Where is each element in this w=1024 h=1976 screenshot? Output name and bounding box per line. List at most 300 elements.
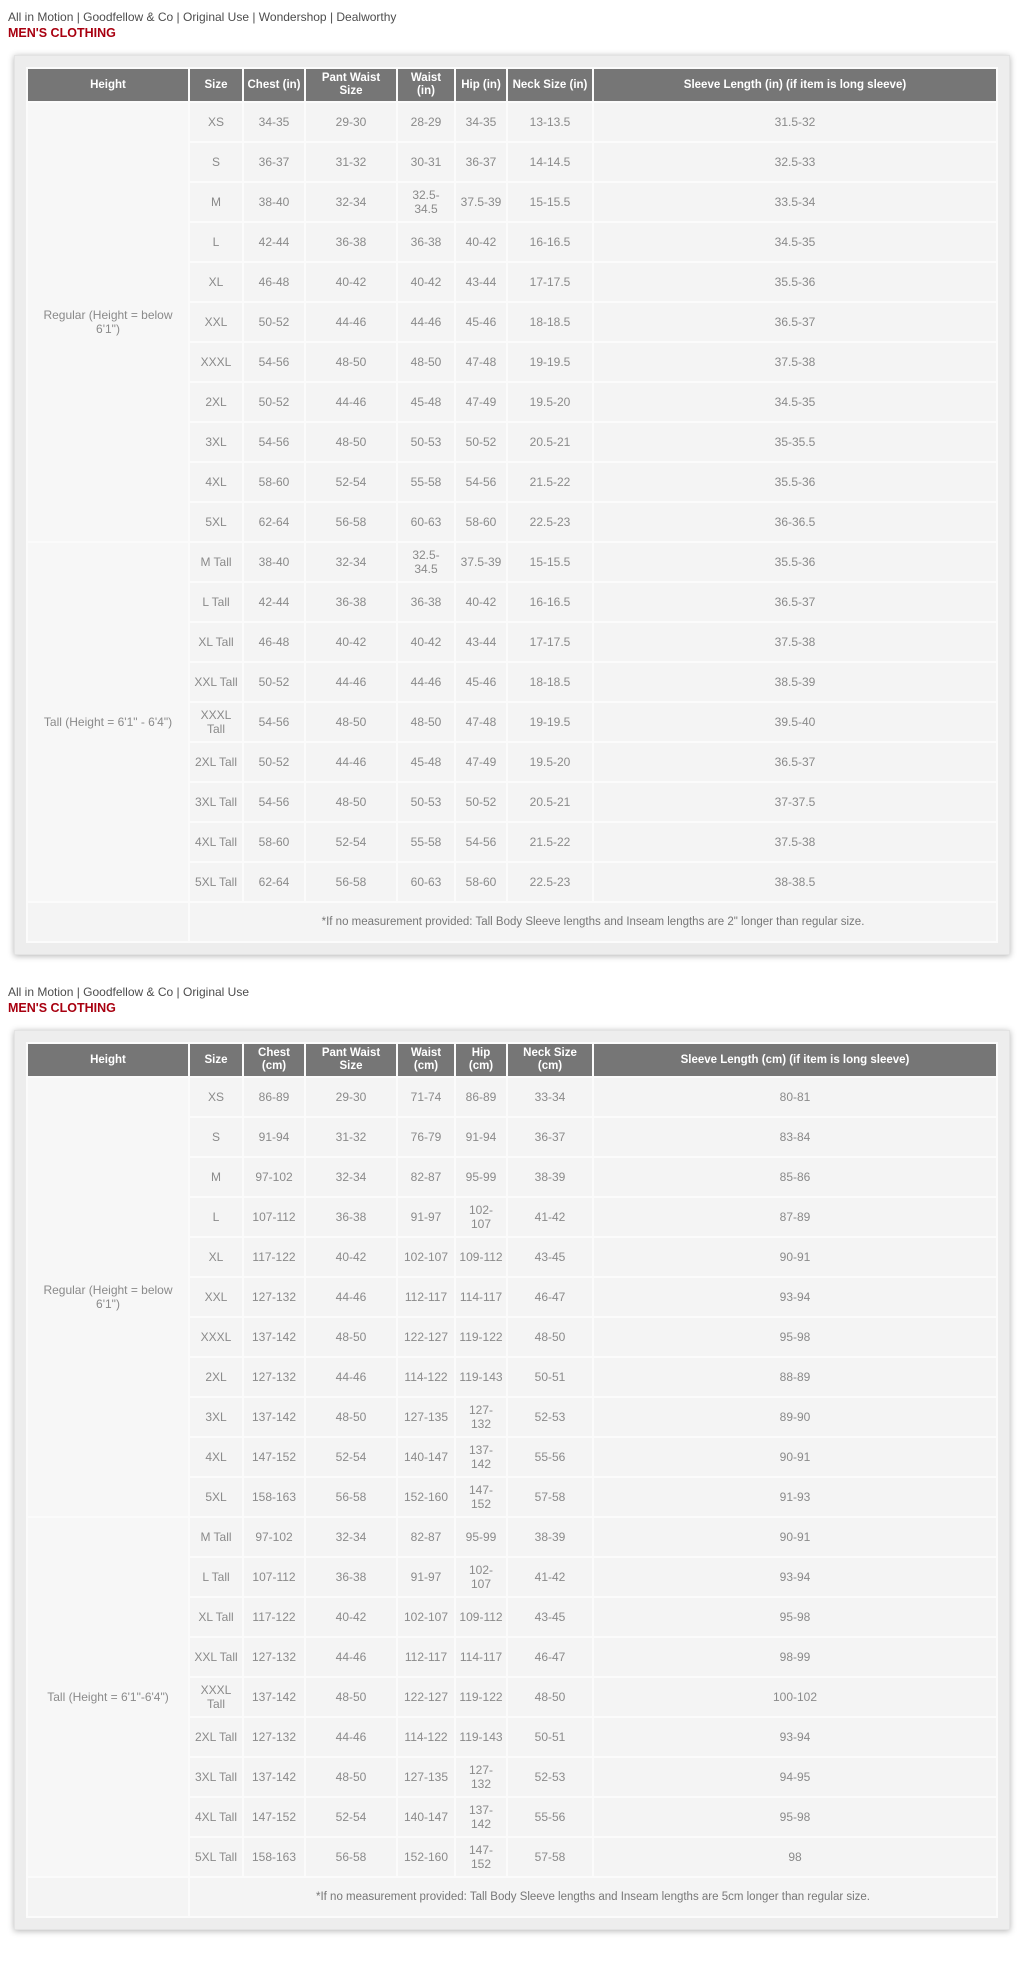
pant_waist-cell: 36-38	[306, 1198, 396, 1236]
size-cell: 3XL	[190, 423, 242, 461]
pant_waist-cell: 40-42	[306, 623, 396, 661]
pant_waist-cell: 32-34	[306, 1158, 396, 1196]
column-header: Pant Waist Size	[306, 69, 396, 101]
neck-cell: 22.5-23	[508, 863, 592, 901]
waist-cell: 112-117	[398, 1278, 454, 1316]
waist-cell: 122-127	[398, 1678, 454, 1716]
waist-cell: 140-147	[398, 1438, 454, 1476]
size-cell: XXXL	[190, 343, 242, 381]
hip-cell: 54-56	[456, 463, 506, 501]
size-table-inches	[26, 67, 998, 943]
hip-cell: 127-132	[456, 1398, 506, 1436]
pant_waist-cell: 56-58	[306, 863, 396, 901]
size-cell: L	[190, 223, 242, 261]
waist-cell: 60-63	[398, 503, 454, 541]
hip-cell: 86-89	[456, 1078, 506, 1116]
column-header: Neck Size (cm)	[508, 1044, 592, 1076]
hip-cell: 114-117	[456, 1638, 506, 1676]
size-cell: XXL Tall	[190, 663, 242, 701]
column-header: Waist (in)	[398, 69, 454, 101]
size-cell: XXL	[190, 303, 242, 341]
hip-cell: 137-142	[456, 1798, 506, 1836]
hip-cell: 95-99	[456, 1158, 506, 1196]
chest-cell: 107-112	[244, 1558, 304, 1596]
chest-cell: 42-44	[244, 223, 304, 261]
waist-cell: 55-58	[398, 823, 454, 861]
neck-cell: 43-45	[508, 1238, 592, 1276]
neck-cell: 48-50	[508, 1678, 592, 1716]
waist-cell: 28-29	[398, 103, 454, 141]
chest-cell: 127-132	[244, 1278, 304, 1316]
size-cell: XXXL Tall	[190, 1678, 242, 1716]
hip-cell: 119-143	[456, 1358, 506, 1396]
hip-cell: 119-122	[456, 1318, 506, 1356]
chest-cell: 137-142	[244, 1398, 304, 1436]
size-cell: 2XL Tall	[190, 743, 242, 781]
waist-cell: 127-135	[398, 1398, 454, 1436]
pant_waist-cell: 40-42	[306, 1598, 396, 1636]
pant_waist-cell: 44-46	[306, 383, 396, 421]
pant_waist-cell: 44-46	[306, 743, 396, 781]
sleeve-cell: 90-91	[594, 1238, 996, 1276]
size-cell: S	[190, 143, 242, 181]
pant_waist-cell: 44-46	[306, 303, 396, 341]
sleeve-cell: 91-93	[594, 1478, 996, 1516]
sleeve-cell: 36.5-37	[594, 303, 996, 341]
pant_waist-cell: 40-42	[306, 263, 396, 301]
chest-cell: 46-48	[244, 623, 304, 661]
size-cell: 2XL	[190, 1358, 242, 1396]
waist-cell: 50-53	[398, 783, 454, 821]
hip-cell: 45-46	[456, 303, 506, 341]
hip-cell: 43-44	[456, 623, 506, 661]
waist-cell: 40-42	[398, 263, 454, 301]
size-cell: XL Tall	[190, 623, 242, 661]
chest-cell: 54-56	[244, 343, 304, 381]
chest-cell: 127-132	[244, 1718, 304, 1756]
size-cell: 5XL	[190, 1478, 242, 1516]
hip-cell: 40-42	[456, 583, 506, 621]
waist-cell: 50-53	[398, 423, 454, 461]
hip-cell: 102-107	[456, 1198, 506, 1236]
sleeve-cell: 36.5-37	[594, 743, 996, 781]
size-cell: S	[190, 1118, 242, 1156]
chest-cell: 62-64	[244, 863, 304, 901]
column-header: Sleeve Length (in) (if item is long sleeve)	[594, 69, 996, 101]
waist-cell: 40-42	[398, 623, 454, 661]
column-header: Neck Size (in)	[508, 69, 592, 101]
hip-cell: 137-142	[456, 1438, 506, 1476]
neck-cell: 38-39	[508, 1158, 592, 1196]
pant_waist-cell: 56-58	[306, 1478, 396, 1516]
neck-cell: 52-53	[508, 1758, 592, 1796]
neck-cell: 50-51	[508, 1358, 592, 1396]
hip-cell: 95-99	[456, 1518, 506, 1556]
chest-cell: 137-142	[244, 1678, 304, 1716]
waist-cell: 140-147	[398, 1798, 454, 1836]
hip-cell: 109-112	[456, 1238, 506, 1276]
size-cell: 5XL Tall	[190, 1838, 242, 1876]
table-row	[28, 1518, 996, 1556]
size-cell: L	[190, 1198, 242, 1236]
neck-cell: 13-13.5	[508, 103, 592, 141]
sleeve-cell: 93-94	[594, 1278, 996, 1316]
hip-cell: 47-48	[456, 703, 506, 741]
pant_waist-cell: 52-54	[306, 1438, 396, 1476]
neck-cell: 19-19.5	[508, 703, 592, 741]
column-header: Chest (in)	[244, 69, 304, 101]
pant_waist-cell: 32-34	[306, 183, 396, 221]
size-cell: XXXL	[190, 1318, 242, 1356]
waist-cell: 36-38	[398, 223, 454, 261]
waist-cell: 76-79	[398, 1118, 454, 1156]
column-header: Hip (cm)	[456, 1044, 506, 1076]
chest-cell: 58-60	[244, 823, 304, 861]
sleeve-cell: 35.5-36	[594, 463, 996, 501]
height-group-cell: Regular (Height = below 6'1")	[28, 1078, 188, 1516]
size-cell: 4XL Tall	[190, 1798, 242, 1836]
pant_waist-cell: 44-46	[306, 663, 396, 701]
pant_waist-cell: 52-54	[306, 1798, 396, 1836]
hip-cell: 50-52	[456, 783, 506, 821]
column-header: Waist (cm)	[398, 1044, 454, 1076]
waist-cell: 114-122	[398, 1358, 454, 1396]
hip-cell: 37.5-39	[456, 543, 506, 581]
table-row	[28, 1078, 996, 1116]
neck-cell: 15-15.5	[508, 183, 592, 221]
neck-cell: 43-45	[508, 1598, 592, 1636]
neck-cell: 17-17.5	[508, 263, 592, 301]
sleeve-cell: 37.5-38	[594, 623, 996, 661]
category-title: MEN'S CLOTHING	[8, 26, 116, 40]
column-header: Pant Waist Size	[306, 1044, 396, 1076]
chest-cell: 147-152	[244, 1798, 304, 1836]
chest-cell: 86-89	[244, 1078, 304, 1116]
size-cell: XS	[190, 1078, 242, 1116]
pant_waist-cell: 36-38	[306, 583, 396, 621]
waist-cell: 82-87	[398, 1158, 454, 1196]
sleeve-cell: 37.5-38	[594, 343, 996, 381]
hip-cell: 147-152	[456, 1478, 506, 1516]
chest-cell: 117-122	[244, 1238, 304, 1276]
sleeve-cell: 98-99	[594, 1638, 996, 1676]
neck-cell: 19.5-20	[508, 743, 592, 781]
waist-cell: 152-160	[398, 1478, 454, 1516]
pant_waist-cell: 48-50	[306, 783, 396, 821]
sleeve-cell: 85-86	[594, 1158, 996, 1196]
waist-cell: 152-160	[398, 1838, 454, 1876]
size-cell: 4XL	[190, 463, 242, 501]
neck-cell: 17-17.5	[508, 623, 592, 661]
pant_waist-cell: 29-30	[306, 1078, 396, 1116]
waist-cell: 45-48	[398, 383, 454, 421]
waist-cell: 91-97	[398, 1558, 454, 1596]
sleeve-cell: 38.5-39	[594, 663, 996, 701]
sleeve-cell: 31.5-32	[594, 103, 996, 141]
chest-cell: 127-132	[244, 1358, 304, 1396]
pant_waist-cell: 48-50	[306, 1398, 396, 1436]
chest-cell: 34-35	[244, 103, 304, 141]
neck-cell: 48-50	[508, 1318, 592, 1356]
sleeve-cell: 34.5-35	[594, 223, 996, 261]
neck-cell: 55-56	[508, 1798, 592, 1836]
waist-cell: 48-50	[398, 343, 454, 381]
sleeve-cell: 34.5-35	[594, 383, 996, 421]
neck-cell: 57-58	[508, 1838, 592, 1876]
size-table-cm	[26, 1042, 998, 1918]
chest-cell: 107-112	[244, 1198, 304, 1236]
size-cell: 2XL Tall	[190, 1718, 242, 1756]
waist-cell: 44-46	[398, 663, 454, 701]
sleeve-cell: 90-91	[594, 1438, 996, 1476]
waist-cell: 91-97	[398, 1198, 454, 1236]
size-cell: 3XL	[190, 1398, 242, 1436]
hip-cell: 36-37	[456, 143, 506, 181]
sleeve-cell: 95-98	[594, 1318, 996, 1356]
neck-cell: 50-51	[508, 1718, 592, 1756]
waist-cell: 82-87	[398, 1518, 454, 1556]
pant_waist-cell: 48-50	[306, 1758, 396, 1796]
chest-cell: 38-40	[244, 543, 304, 581]
size-cell: M	[190, 183, 242, 221]
neck-cell: 18-18.5	[508, 663, 592, 701]
sleeve-cell: 95-98	[594, 1598, 996, 1636]
height-group-cell: Tall (Height = 6'1"-6'4")	[28, 1518, 188, 1876]
column-header: Size	[190, 69, 242, 101]
neck-cell: 36-37	[508, 1118, 592, 1156]
chest-cell: 50-52	[244, 743, 304, 781]
size-cell: L Tall	[190, 583, 242, 621]
hip-cell: 47-49	[456, 383, 506, 421]
hip-cell: 45-46	[456, 663, 506, 701]
sleeve-cell: 89-90	[594, 1398, 996, 1436]
sleeve-cell: 35.5-36	[594, 543, 996, 581]
chest-cell: 54-56	[244, 423, 304, 461]
column-header: Sleeve Length (cm) (if item is long sleeve)	[594, 1044, 996, 1076]
pant_waist-cell: 31-32	[306, 143, 396, 181]
sleeve-cell: 36.5-37	[594, 583, 996, 621]
chest-cell: 127-132	[244, 1638, 304, 1676]
neck-cell: 46-47	[508, 1638, 592, 1676]
size-cell: L Tall	[190, 1558, 242, 1596]
neck-cell: 22.5-23	[508, 503, 592, 541]
neck-cell: 21.5-22	[508, 463, 592, 501]
waist-cell: 112-117	[398, 1638, 454, 1676]
hip-cell: 58-60	[456, 863, 506, 901]
chest-cell: 46-48	[244, 263, 304, 301]
chest-cell: 117-122	[244, 1598, 304, 1636]
chest-cell: 158-163	[244, 1838, 304, 1876]
height-group-cell: Tall (Height = 6'1" - 6'4")	[28, 543, 188, 901]
pant_waist-cell: 44-46	[306, 1358, 396, 1396]
table-row	[28, 103, 996, 141]
waist-cell: 127-135	[398, 1758, 454, 1796]
sleeve-cell: 35.5-36	[594, 263, 996, 301]
inches-table-panel	[14, 55, 1010, 955]
neck-cell: 52-53	[508, 1398, 592, 1436]
pant_waist-cell: 40-42	[306, 1238, 396, 1276]
chest-cell: 54-56	[244, 703, 304, 741]
hip-cell: 50-52	[456, 423, 506, 461]
waist-cell: 30-31	[398, 143, 454, 181]
pant_waist-cell: 56-58	[306, 1838, 396, 1876]
table-footnote: *If no measurement provided: Tall Body Sleeve lengths and Inseam lengths are 2" longer than regular size.	[190, 903, 996, 941]
size-cell: XXL Tall	[190, 1638, 242, 1676]
neck-cell: 16-16.5	[508, 223, 592, 261]
size-cell: M Tall	[190, 1518, 242, 1556]
waist-cell: 36-38	[398, 583, 454, 621]
footnote-row	[28, 903, 996, 941]
chest-cell: 97-102	[244, 1518, 304, 1556]
size-cell: XL	[190, 1238, 242, 1276]
sleeve-cell: 94-95	[594, 1758, 996, 1796]
waist-cell: 102-107	[398, 1238, 454, 1276]
sleeve-cell: 83-84	[594, 1118, 996, 1156]
size-cell: M Tall	[190, 543, 242, 581]
hip-cell: 54-56	[456, 823, 506, 861]
size-cell: 4XL Tall	[190, 823, 242, 861]
waist-cell: 32.5-34.5	[398, 543, 454, 581]
size-cell: 3XL Tall	[190, 1758, 242, 1796]
neck-cell: 16-16.5	[508, 583, 592, 621]
neck-cell: 55-56	[508, 1438, 592, 1476]
hip-cell: 119-122	[456, 1678, 506, 1716]
neck-cell: 15-15.5	[508, 543, 592, 581]
waist-cell: 60-63	[398, 863, 454, 901]
header-row	[28, 1044, 996, 1076]
sleeve-cell: 39.5-40	[594, 703, 996, 741]
hip-cell: 91-94	[456, 1118, 506, 1156]
chest-cell: 58-60	[244, 463, 304, 501]
size-cell: 3XL Tall	[190, 783, 242, 821]
neck-cell: 38-39	[508, 1518, 592, 1556]
sleeve-cell: 100-102	[594, 1678, 996, 1716]
sleeve-cell: 93-94	[594, 1718, 996, 1756]
hip-cell: 119-143	[456, 1718, 506, 1756]
column-header: Hip (in)	[456, 69, 506, 101]
pant_waist-cell: 36-38	[306, 1558, 396, 1596]
chest-cell: 137-142	[244, 1318, 304, 1356]
pant_waist-cell: 36-38	[306, 223, 396, 261]
chest-cell: 50-52	[244, 303, 304, 341]
pant_waist-cell: 29-30	[306, 103, 396, 141]
height-group-cell: Regular (Height = below 6'1")	[28, 103, 188, 541]
sleeve-cell: 98	[594, 1838, 996, 1876]
hip-cell: 40-42	[456, 223, 506, 261]
size-cell: XL	[190, 263, 242, 301]
hip-cell: 37.5-39	[456, 183, 506, 221]
size-cell: XXXL Tall	[190, 703, 242, 741]
size-cell: M	[190, 1158, 242, 1196]
chest-cell: 50-52	[244, 383, 304, 421]
chest-cell: 91-94	[244, 1118, 304, 1156]
column-header: Height	[28, 69, 188, 101]
waist-cell: 55-58	[398, 463, 454, 501]
chest-cell: 97-102	[244, 1158, 304, 1196]
hip-cell: 58-60	[456, 503, 506, 541]
sleeve-cell: 36-36.5	[594, 503, 996, 541]
pant_waist-cell: 48-50	[306, 1318, 396, 1356]
category-title: MEN'S CLOTHING	[8, 1001, 116, 1015]
sleeve-cell: 38-38.5	[594, 863, 996, 901]
column-header: Height	[28, 1044, 188, 1076]
pant_waist-cell: 44-46	[306, 1278, 396, 1316]
pant_waist-cell: 48-50	[306, 703, 396, 741]
waist-cell: 122-127	[398, 1318, 454, 1356]
chest-cell: 147-152	[244, 1438, 304, 1476]
cm-section	[0, 981, 1024, 1930]
size-cell: 5XL Tall	[190, 863, 242, 901]
waist-cell: 45-48	[398, 743, 454, 781]
waist-cell: 114-122	[398, 1718, 454, 1756]
neck-cell: 19.5-20	[508, 383, 592, 421]
hip-cell: 34-35	[456, 103, 506, 141]
neck-cell: 41-42	[508, 1198, 592, 1236]
chest-cell: 158-163	[244, 1478, 304, 1516]
hip-cell: 47-49	[456, 743, 506, 781]
size-cell: 4XL	[190, 1438, 242, 1476]
hip-cell: 102-107	[456, 1558, 506, 1596]
hip-cell: 127-132	[456, 1758, 506, 1796]
cm-table-panel	[14, 1030, 1010, 1930]
brand-list: All in Motion | Goodfellow & Co | Original Use | Wondershop | Dealworthy	[8, 10, 397, 24]
pant_waist-cell: 32-34	[306, 1518, 396, 1556]
sleeve-cell: 88-89	[594, 1358, 996, 1396]
pant_waist-cell: 32-34	[306, 543, 396, 581]
neck-cell: 41-42	[508, 1558, 592, 1596]
inches-section	[0, 6, 1024, 955]
pant_waist-cell: 48-50	[306, 1678, 396, 1716]
waist-cell: 44-46	[398, 303, 454, 341]
brand-list: All in Motion | Goodfellow & Co | Original Use	[8, 985, 250, 999]
neck-cell: 19-19.5	[508, 343, 592, 381]
hip-cell: 147-152	[456, 1838, 506, 1876]
sleeve-cell: 35-35.5	[594, 423, 996, 461]
sleeve-cell: 95-98	[594, 1798, 996, 1836]
sleeve-cell: 80-81	[594, 1078, 996, 1116]
chest-cell: 50-52	[244, 663, 304, 701]
size-cell: XL Tall	[190, 1598, 242, 1636]
column-header: Size	[190, 1044, 242, 1076]
pant_waist-cell: 44-46	[306, 1638, 396, 1676]
neck-cell: 14-14.5	[508, 143, 592, 181]
neck-cell: 20.5-21	[508, 783, 592, 821]
neck-cell: 21.5-22	[508, 823, 592, 861]
footnote-spacer	[28, 1878, 188, 1916]
sleeve-cell: 90-91	[594, 1518, 996, 1556]
neck-cell: 46-47	[508, 1278, 592, 1316]
pant_waist-cell: 48-50	[306, 423, 396, 461]
footnote-spacer	[28, 903, 188, 941]
hip-cell: 114-117	[456, 1278, 506, 1316]
neck-cell: 18-18.5	[508, 303, 592, 341]
hip-cell: 47-48	[456, 343, 506, 381]
chest-cell: 54-56	[244, 783, 304, 821]
sleeve-cell: 37.5-38	[594, 823, 996, 861]
pant_waist-cell: 31-32	[306, 1118, 396, 1156]
chest-cell: 137-142	[244, 1758, 304, 1796]
waist-cell: 71-74	[398, 1078, 454, 1116]
pant_waist-cell: 48-50	[306, 343, 396, 381]
neck-cell: 20.5-21	[508, 423, 592, 461]
pant_waist-cell: 56-58	[306, 503, 396, 541]
pant_waist-cell: 52-54	[306, 463, 396, 501]
sleeve-cell: 37-37.5	[594, 783, 996, 821]
sleeve-cell: 32.5-33	[594, 143, 996, 181]
size-cell: 5XL	[190, 503, 242, 541]
table-row	[28, 543, 996, 581]
neck-cell: 33-34	[508, 1078, 592, 1116]
